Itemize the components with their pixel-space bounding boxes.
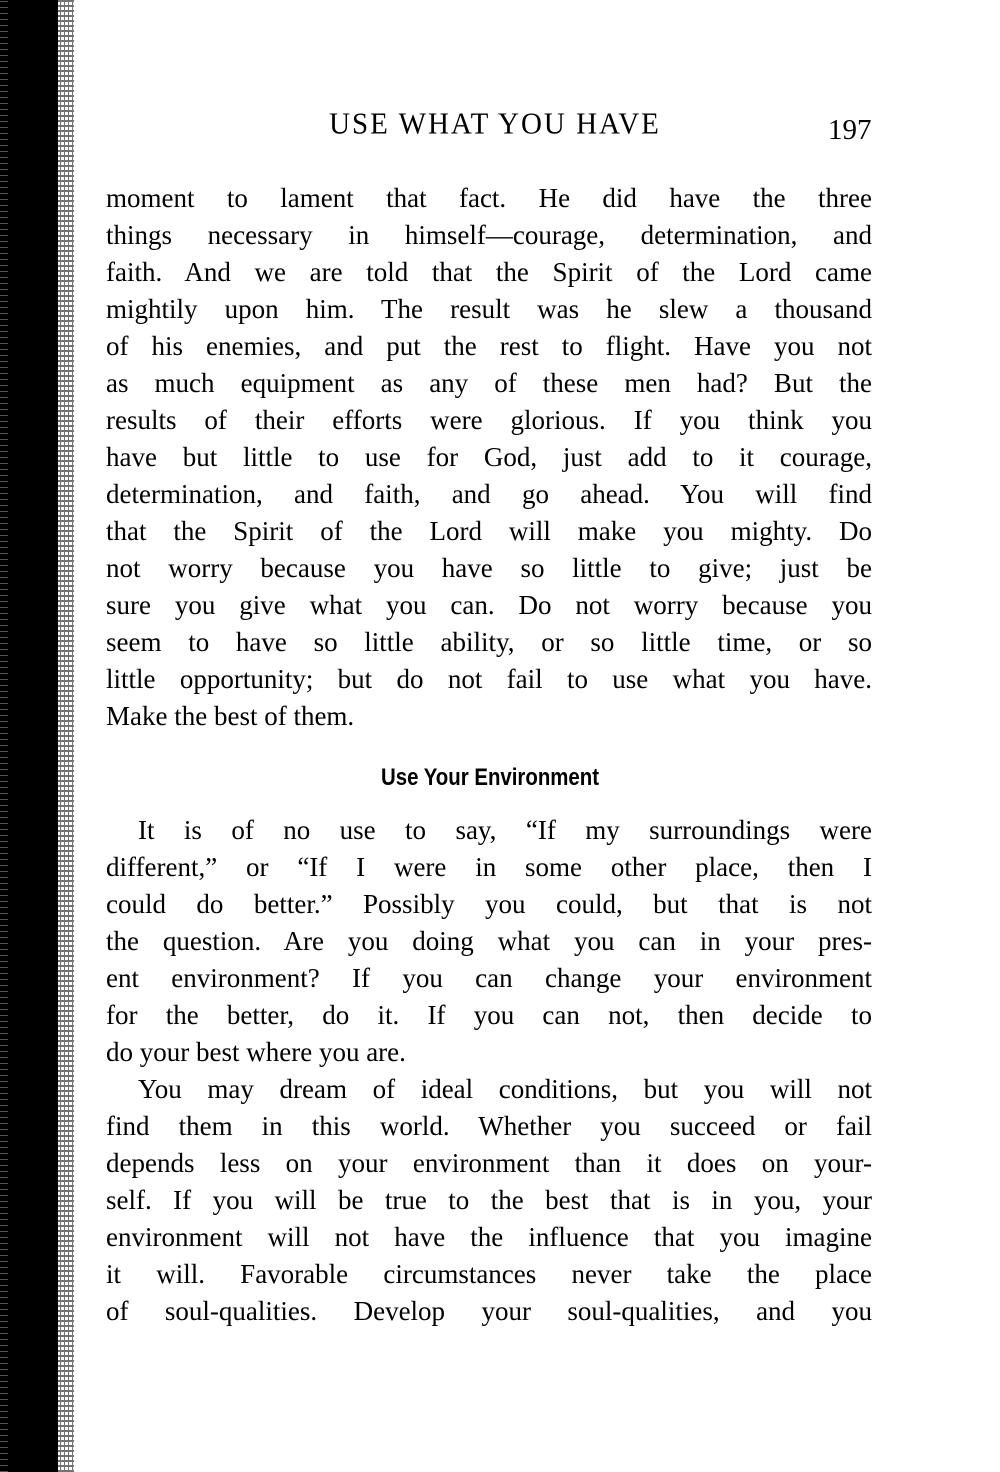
text-line: not worry because you have so little to give; just be (106, 553, 872, 583)
text-line: It is of no use to say, “If my surroundings were (138, 815, 872, 845)
text-line: that the Spirit of the Lord will make you mighty. Do (106, 516, 872, 546)
text-line: moment to lament that fact. He did have the three (106, 183, 872, 213)
paragraph (106, 1071, 872, 1330)
text-line: self. If you will be true to the best that is in you, your (106, 1185, 872, 1215)
text-line: find them in this world. Whether you succeed or fail (106, 1111, 872, 1141)
text-line: seem to have so little ability, or so little time, or so (106, 627, 872, 657)
text-line: things necessary in himself—courage, determination, and (106, 220, 872, 250)
text-line: ent environment? If you can change your environment (106, 963, 872, 993)
text-line: of his enemies, and put the rest to flight. Have you not (106, 331, 872, 361)
text-line: different,” or “If I were in some other place, then I (106, 852, 872, 882)
text-line: faith. And we are told that the Spirit of the Lord came (106, 257, 872, 287)
text-line: depends less on your environment than it does on your- (106, 1148, 872, 1178)
text-line: for the better, do it. If you can not, then decide to (106, 1000, 872, 1030)
text-line: the question. Are you doing what you can in your pres- (106, 926, 872, 956)
text-line: You may dream of ideal conditions, but you will not (138, 1074, 872, 1104)
text-line: results of their efforts were glorious. If you think you (106, 405, 872, 435)
text-line: determination, and faith, and go ahead. You will find (106, 479, 872, 509)
text-line: of soul-qualities. Develop your soul-qualities, and you (106, 1296, 872, 1326)
running-head: USE WHAT YOU HAVE (329, 107, 661, 141)
scan-binding-shadow (0, 0, 58, 1472)
scan-edge (0, 0, 8, 1472)
text-line: have but little to use for God, just add to it courage, (106, 442, 872, 472)
section-heading: Use Your Environment (380, 764, 600, 791)
page-number: 197 (828, 114, 872, 146)
text-line: could do better.” Possibly you could, but that is not (106, 889, 872, 919)
text-line: sure you give what you can. Do not worry because you (106, 590, 872, 620)
paragraph (106, 812, 872, 1071)
text-line: environment will not have the influence that you imagine (106, 1222, 872, 1252)
text-line: little opportunity; but do not fail to use what you have. (106, 664, 872, 694)
text-line: mightily upon him. The result was he slew a thousand (106, 294, 872, 324)
text-line: as much equipment as any of these men had? But the (106, 368, 872, 398)
text-line: Make the best of them. (106, 701, 355, 731)
paragraph (106, 180, 872, 735)
text-line: it will. Favorable circumstances never take the place (106, 1259, 872, 1289)
text-line: do your best where you are. (106, 1037, 406, 1067)
scan-binding-noise (52, 0, 74, 1472)
